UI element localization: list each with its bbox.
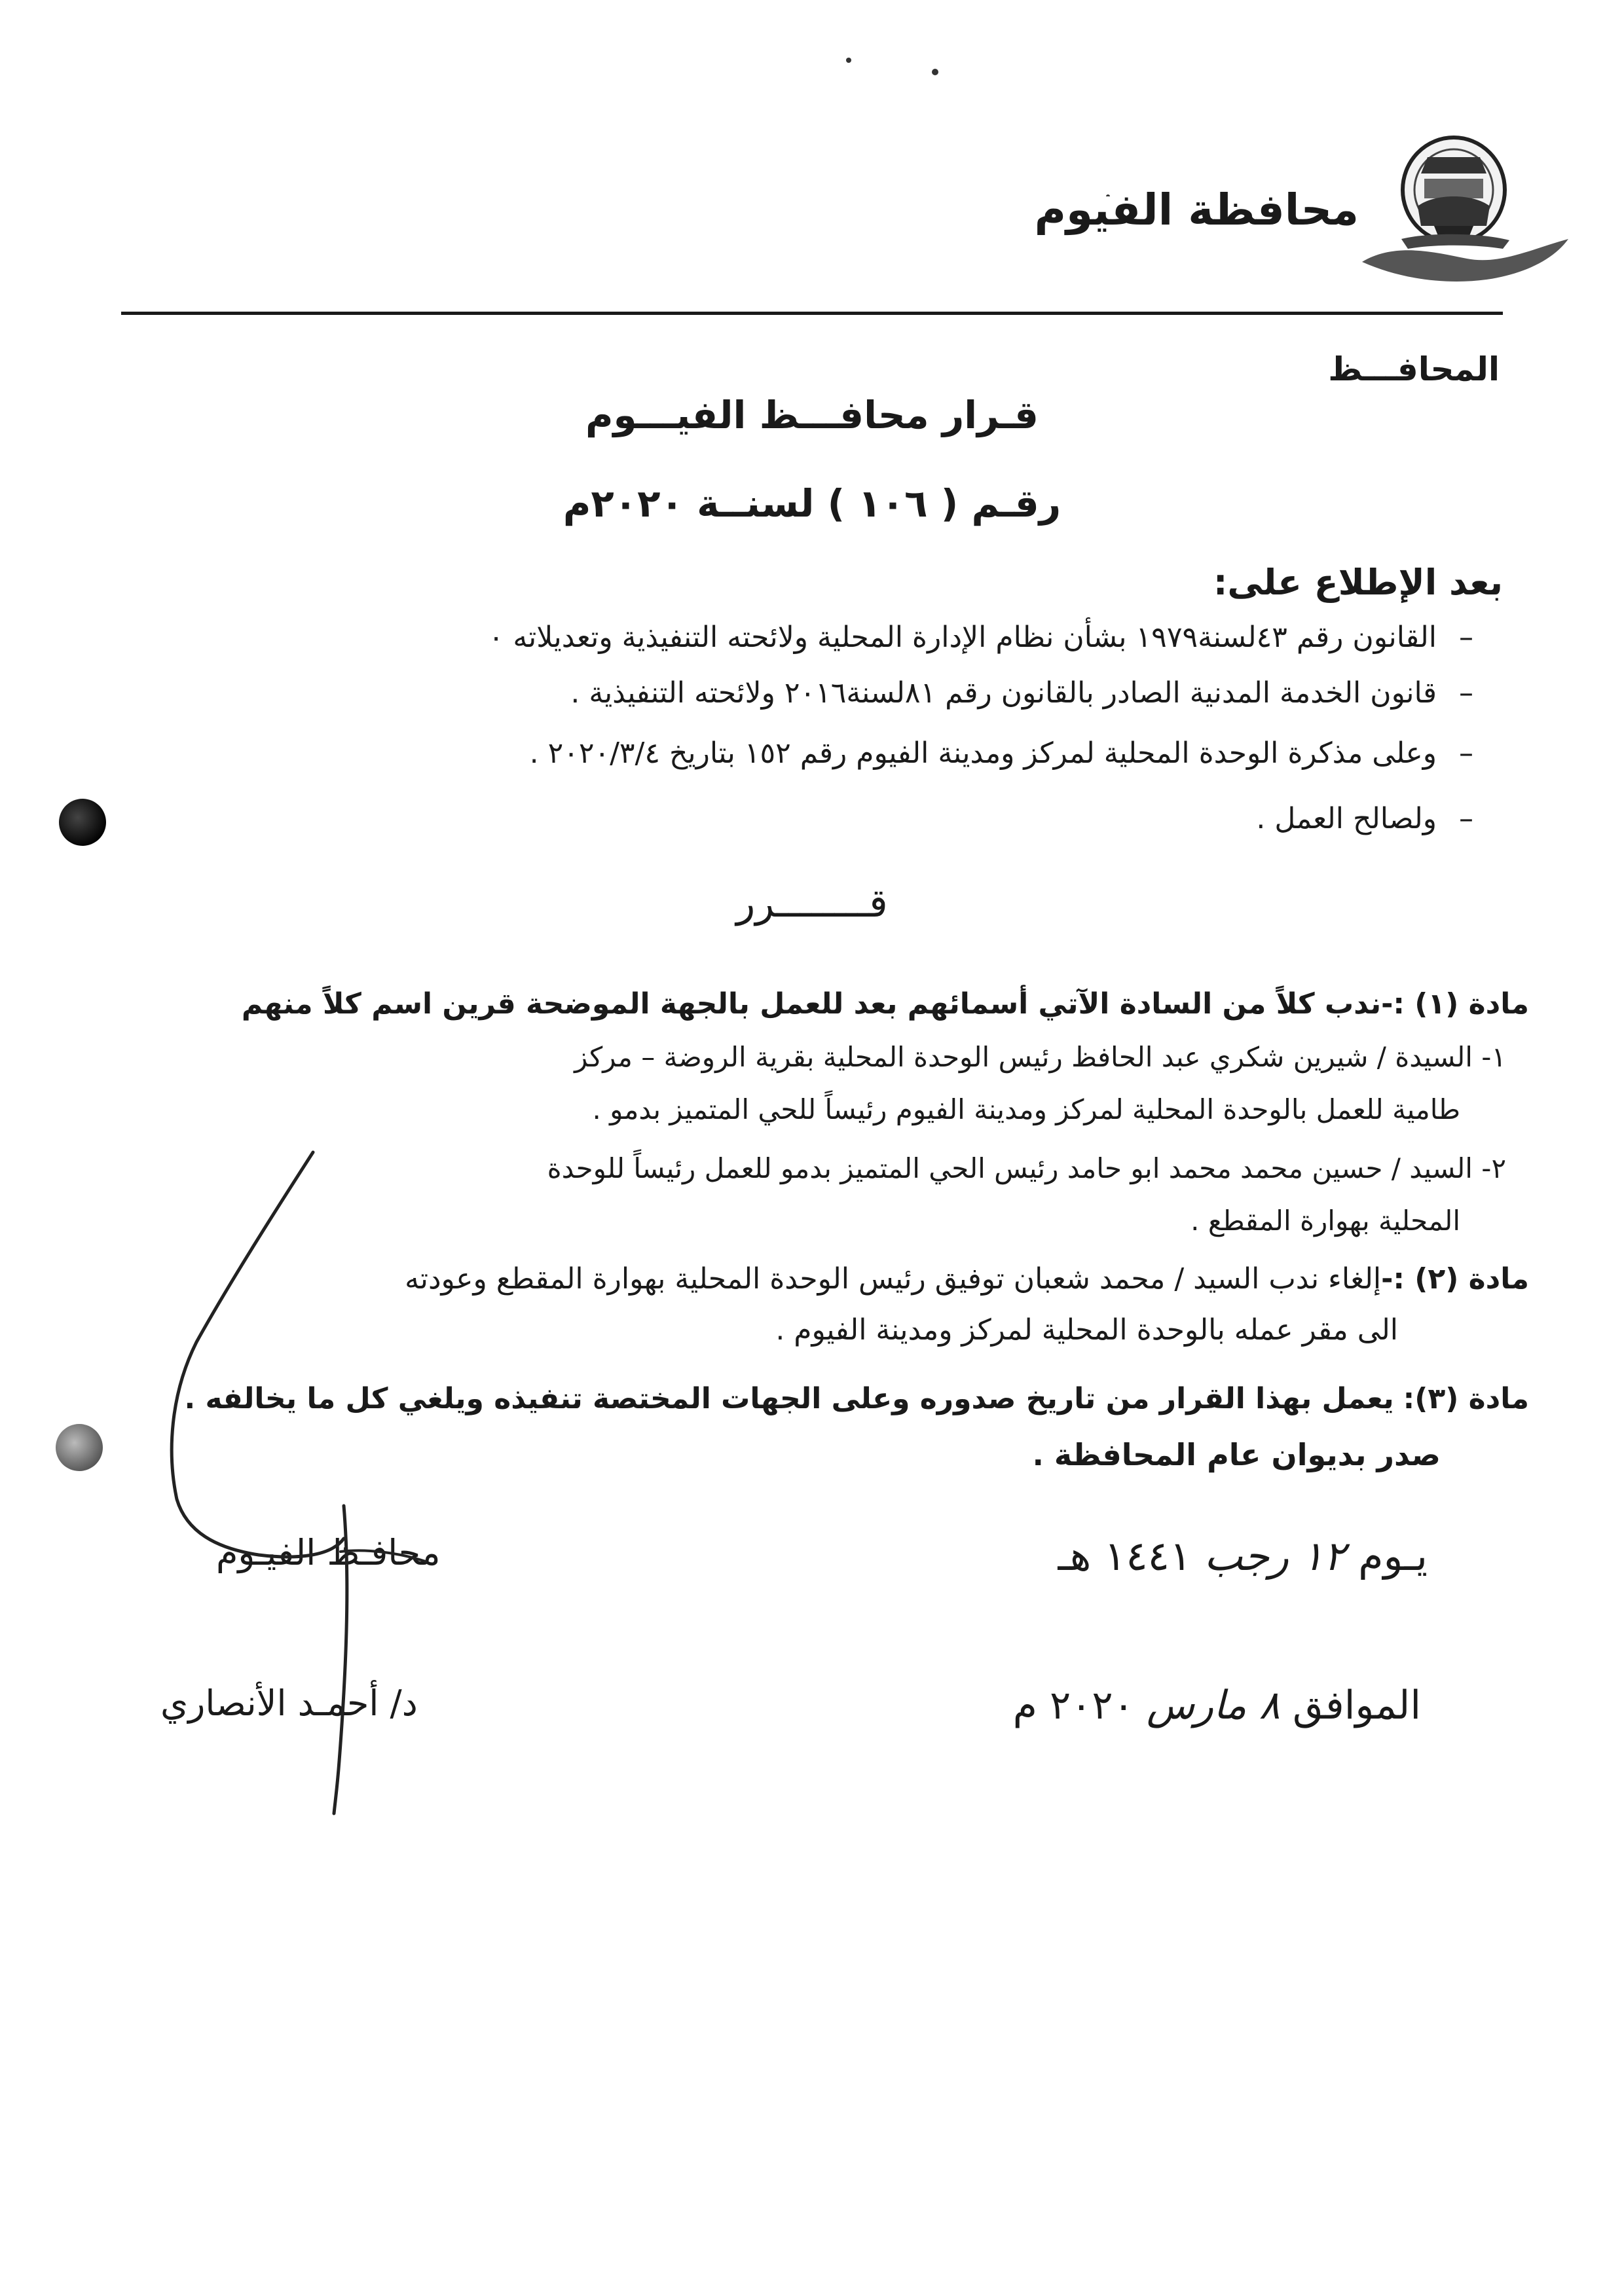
dash-bullet: – — [1459, 676, 1473, 710]
punch-hole — [56, 1424, 103, 1471]
fayoum-governorate-emblem-icon — [1356, 128, 1572, 291]
article-1-text: ندب كلاً من السادة الآتي أسمائهم بعد للعمل بالجهة الموضحة قرين اسم كلاً منهم — [241, 987, 1382, 1021]
signatory-name: د/ أحمـد الأنصاري — [160, 1683, 418, 1724]
article-1-label: مادة (١) :- — [1381, 987, 1529, 1021]
article-3-label: مادة (٣): — [1403, 1382, 1529, 1415]
decree-number: رقـم ( ١٠٦ ) لسنــة ٢٠٢٠م — [563, 481, 1061, 526]
signatory-title: محافـظ الفيـوم — [216, 1532, 441, 1573]
issued-statement: صدر بديوان عام المحافظة . — [1032, 1437, 1441, 1472]
punch-hole — [59, 799, 106, 846]
article-3-text: يعمل بهذا القرار من تاريخ صدوره وعلى الجهات المختصة تنفيذه ويلغي كل ما يخالفه . — [184, 1382, 1394, 1415]
decided-heading: قــــــــرر — [736, 881, 888, 926]
article-2-label: مادة (٢) :- — [1381, 1262, 1529, 1296]
hijri-date: يـوم ١٢ رجب ١٤٤١ هـ — [1058, 1532, 1428, 1580]
preamble-heading: بعد الإطلاع على: — [1213, 562, 1503, 603]
article-1 — [88, 979, 1529, 1030]
office-label: المحافـــظ — [1328, 350, 1500, 388]
preamble-item: –قانون الخدمة المدنية الصادر بالقانون رقم ٨١لسنة٢٠١٦ ولائحته التنفيذية . — [570, 676, 1473, 710]
preamble-item: –القانون رقم ٤٣لسنة١٩٧٩ بشأن نظام الإدارة المحلية ولائحته التنفيذية وتعديلاته ٠ — [488, 621, 1473, 654]
article-1-item-1: ١- السيدة / شيرين شكري عبد الحافظ رئيس الوحدة المحلية بقرية الروضة – مركز طامية للعمل بالوحدة المحلية لمركز ومدينة الفيوم رئيساً للحي المتميز بدمو . — [574, 1041, 1506, 1125]
article-1-item-2: ٢- السيد / حسين محمد محمد ابو حامد رئيس الحي المتميز بدمو للعمل رئيساً للوحدة المحلية بهوارة المقطع . — [547, 1152, 1506, 1237]
header-divider — [121, 312, 1503, 315]
article-3 — [88, 1374, 1529, 1425]
governorate-name: محافظة الفيوم — [1034, 185, 1359, 235]
gregorian-date: الموافق ٨ مارس ٢٠٢٠ م — [1012, 1683, 1421, 1728]
dash-bullet: – — [1459, 802, 1473, 835]
hijri-date-handwritten: ١٢ رجب — [1204, 1532, 1346, 1580]
gregorian-date-handwritten: ٨ مارس — [1146, 1683, 1280, 1728]
preamble-item: –وعلى مذكرة الوحدة المحلية لمركز ومدينة الفيوم رقم ١٥٢ بتاريخ ٢٠٢٠/٣/٤ . — [529, 737, 1473, 770]
dash-bullet: – — [1459, 621, 1473, 654]
article-2: مادة (٢) :-إلغاء ندب السيد / محمد شعبان توفيق رئيس الوحدة المحلية بهوارة المقطع وعودته الى مقر عمله بالوحدة المحلية لمركز ومدينة الفيوم . — [405, 1262, 1529, 1347]
preamble-item: –ولصالح العمل . — [1256, 802, 1473, 835]
dash-bullet: – — [1459, 737, 1473, 770]
decree-title: قـرار محافـــظ الفيـــوم — [585, 393, 1039, 437]
